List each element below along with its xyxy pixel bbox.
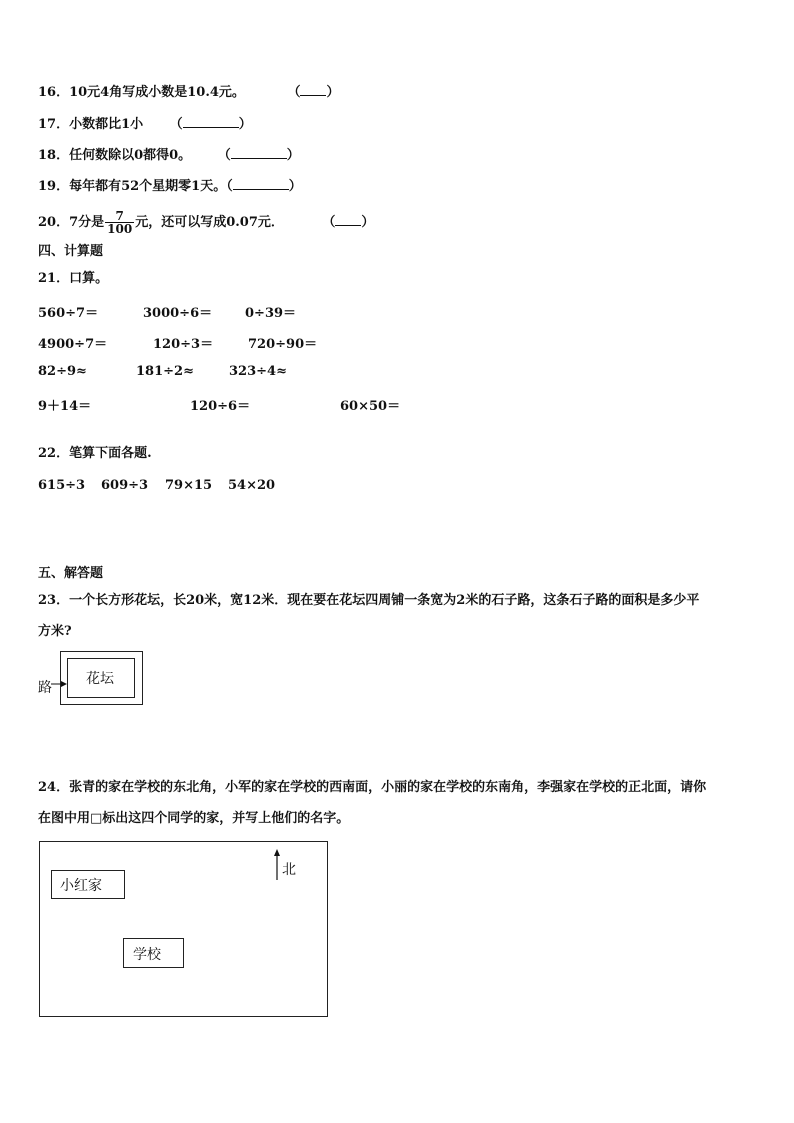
answer-blank[interactable] — [233, 177, 289, 190]
xiaohong-home-label: 小红家 — [60, 878, 102, 894]
calc-item: 120÷3＝ — [153, 337, 214, 352]
question-20: 20．7分是 $\frac{7}{100}$ 元，还可以写成0.07元． （ ） — [38, 209, 375, 236]
section-4-title: 四、计算题 — [38, 244, 104, 259]
question-number: 17． — [38, 117, 70, 132]
answer-blank[interactable] — [183, 115, 239, 128]
answer-blank[interactable] — [335, 213, 361, 226]
section-5-title: 五、解答题 — [38, 566, 104, 581]
question-text: 每年都有52个星期零1天。 — [69, 179, 227, 194]
question-number: 20． — [38, 215, 70, 230]
calc-item: 3000÷6＝ — [143, 306, 213, 321]
question-23-line1: 23．一个长方形花坛，长20米，宽12米．现在要在花坛四周铺一条宽为2米的石子路，这条石子路的面积是多少平 — [38, 593, 700, 608]
question-number: 18． — [38, 148, 70, 163]
calc-item: 54×20 — [228, 478, 276, 493]
question-text-a: 7分是 — [69, 215, 105, 230]
calc-item: 82÷9≈ — [38, 364, 87, 379]
road-label: 路 — [38, 680, 52, 696]
road-arrow-icon — [51, 679, 68, 689]
answer-blank[interactable] — [231, 146, 287, 159]
north-label: 北 — [282, 862, 296, 878]
question-text-b: 元，还可以写成0.07元． — [135, 215, 284, 230]
calc-item: 609÷3 — [101, 478, 149, 493]
question-19: 19．每年都有52个星期零1天。（ ） — [38, 179, 302, 194]
calc-item: 181÷2≈ — [136, 364, 194, 379]
question-21-title: 21．口算。 — [38, 271, 109, 286]
calc-item: 323÷4≈ — [229, 364, 287, 379]
question-text: 任何数除以0都得0。 — [69, 148, 192, 163]
question-text: 小数都比1小 — [69, 117, 144, 132]
calc-item: 615÷3 — [38, 478, 86, 493]
question-24-line1: 24．张青的家在学校的东北角，小军的家在学校的西南面，小丽的家在学校的东南角，李强家在学校的正北面，请你 — [38, 780, 707, 795]
calc-item: 4900÷7＝ — [38, 337, 108, 352]
fraction — [105, 210, 134, 235]
question-number: 19． — [38, 179, 70, 194]
question-24-line2: 在图中用□标出这四个同学的家，并写上他们的名字。 — [38, 811, 350, 826]
fraction-denominator: 100 — [107, 222, 133, 236]
question-number: 16． — [38, 85, 70, 100]
question-17: 17．小数都比1小 （ ） — [38, 117, 252, 132]
question-23-line2: 方米? — [38, 624, 72, 639]
question-22-title: 22．笔算下面各题. — [38, 446, 152, 461]
school-label: 学校 — [133, 947, 161, 963]
calc-item: 60×50＝ — [340, 399, 401, 414]
calc-item: 79×15 — [165, 478, 213, 493]
calc-item: 9＋14＝ — [38, 399, 92, 414]
north-arrow-icon — [272, 849, 282, 881]
question-text: 10元4角写成小数是10.4元。 — [69, 85, 245, 100]
flowerbed-label: 花坛 — [86, 671, 114, 687]
answer-blank[interactable] — [300, 83, 326, 96]
calc-item: 120÷6＝ — [190, 399, 251, 414]
calc-item: 560÷7＝ — [38, 306, 99, 321]
fraction-numerator: 7 — [105, 210, 134, 223]
question-18: 18．任何数除以0都得0。 （ ） — [38, 148, 300, 163]
map-frame — [39, 841, 328, 1017]
calc-item: 720÷90＝ — [248, 337, 318, 352]
question-16: 16．10元4角写成小数是10.4元。 （ ） — [38, 85, 340, 100]
calc-item: 0÷39＝ — [245, 306, 297, 321]
